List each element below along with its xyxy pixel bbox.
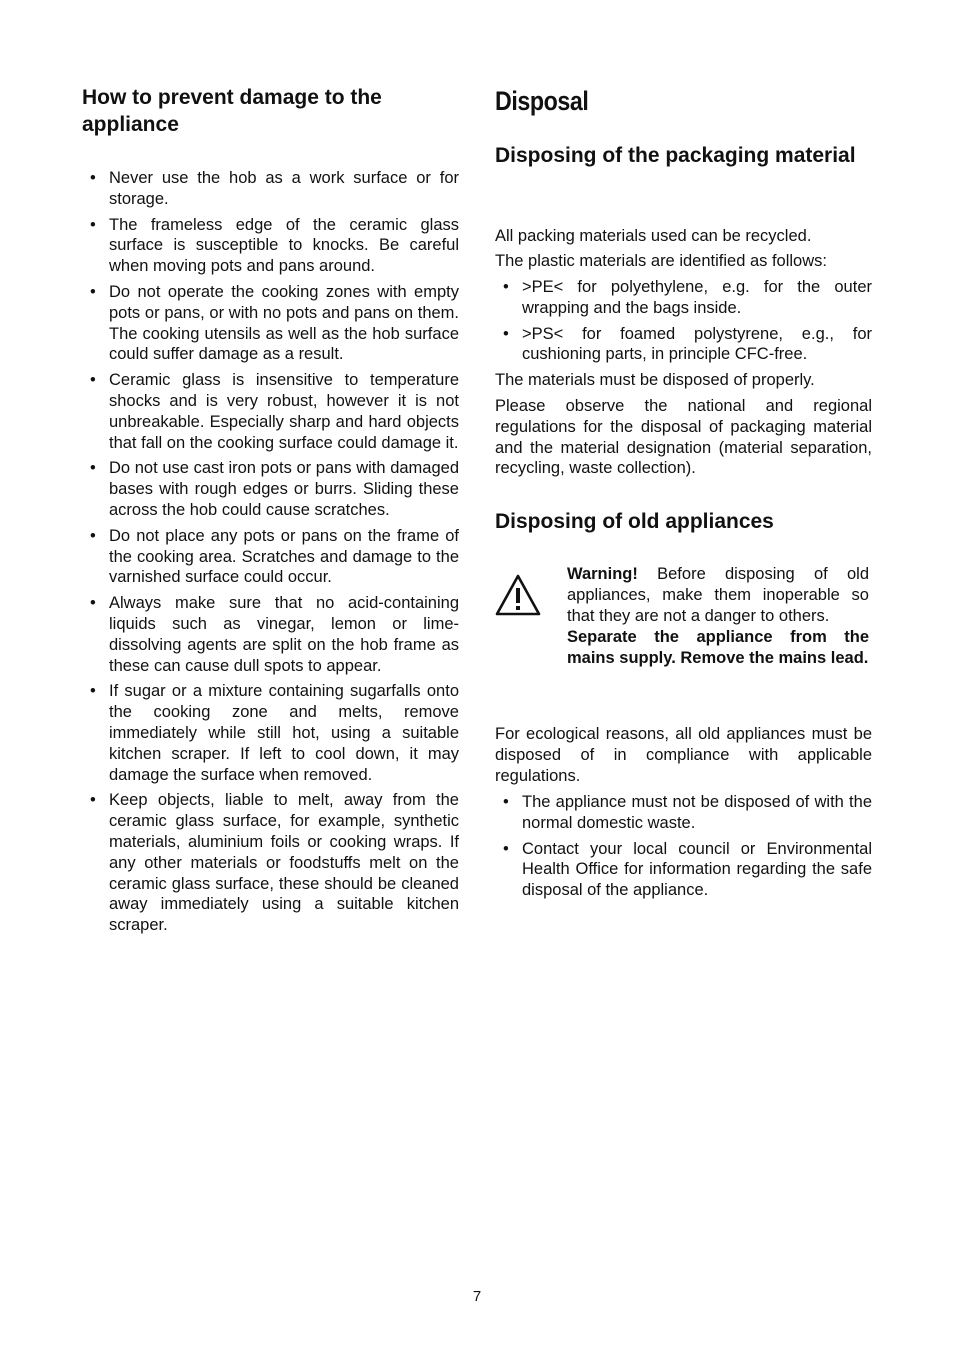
warning-instruction: Separate the appliance from the mains supply. Remove the mains lead. bbox=[567, 628, 869, 667]
warning-box bbox=[495, 564, 872, 704]
warning-text bbox=[567, 564, 869, 669]
section-heading-prevent-damage: How to prevent damage to the appliance bbox=[82, 86, 382, 136]
list-item: • Never use the hob as a work surface or for storage. bbox=[82, 168, 459, 210]
list-item: • If sugar or a mixture containing sugarfalls onto the cooking zone and melts, remove immediately while still hot, using a suitable kitchen scraper. If left to cool down, it may damage the surface when removed. bbox=[82, 681, 459, 785]
list-item: • >PS< for foamed polystyrene, e.g., for cushioning parts, in principle CFC-free. bbox=[495, 324, 872, 366]
page-number: 7 bbox=[472, 1288, 482, 1305]
page-title: Disposal bbox=[495, 86, 589, 116]
warning-body: Before disposing of old appliances, make them inoperable so that they are not a danger to others. bbox=[567, 565, 869, 625]
list-item: • Ceramic glass is insensitive to temperature shocks and is very robust, however it is not unbreakable. Especially sharp and hard objects that fall on the cooking surface could damage it. bbox=[82, 370, 459, 453]
list-item: • Keep objects, liable to melt, away from the ceramic glass surface, for example, synthetic materials, aluminium foils or cooking wraps. If any other materials or foodstuffs melt on the ceramic glass surface, these should be cleaned away immediately using a suitable kitchen scraper. bbox=[82, 790, 459, 936]
prevent-damage-list bbox=[82, 168, 459, 941]
packaging-plastics-text: The plastic materials are identified as follows: bbox=[495, 252, 827, 270]
list-item: • Contact your local council or Environmental Health Office for information regarding the safe disposal of the appliance. bbox=[495, 839, 872, 901]
packaging-recycle-text: All packing materials used can be recycled. bbox=[495, 227, 812, 245]
list-item: • Always make sure that no acid-containing liquids such as vinegar, lemon or lime-dissolving agents are split on the hob frame as these can cause dull spots to appear. bbox=[82, 593, 459, 676]
list-item: • Do not operate the cooking zones with empty pots or pans, or with no pots and pans on them. The cooking utensils as well as the hob surface could suffer damage as a result. bbox=[82, 282, 459, 365]
list-item: • >PE< for polyethylene, e.g. for the outer wrapping and the bags inside. bbox=[495, 277, 872, 319]
section-heading-packaging: Disposing of the packaging material bbox=[495, 144, 856, 167]
packaging-dispose-text: The materials must be disposed of properly. bbox=[495, 371, 815, 389]
warning-label: Warning! bbox=[567, 565, 638, 583]
section-heading-old-appliances: Disposing of old appliances bbox=[495, 510, 774, 533]
plastics-list bbox=[495, 277, 872, 370]
packaging-regulations-text: Please observe the national and regional regulations for the disposal of packaging material and the material designation (material separation, recycling, waste collection). bbox=[495, 397, 872, 478]
ecological-text: For ecological reasons, all old appliances must be disposed of in compliance with applicable regulations. bbox=[495, 725, 872, 785]
list-item: • The frameless edge of the ceramic glass surface is susceptible to knocks. Be careful when moving pots and pans around. bbox=[82, 215, 459, 277]
list-item: • Do not use cast iron pots or pans with damaged bases with rough edges or burrs. Sliding these across the hob could cause scratches. bbox=[82, 458, 459, 520]
warning-triangle-icon bbox=[495, 574, 541, 616]
list-item: • The appliance must not be disposed of with the normal domestic waste. bbox=[495, 792, 872, 834]
old-appliance-list bbox=[495, 792, 872, 906]
list-item: • Do not place any pots or pans on the frame of the cooking area. Scratches and damage to the varnished surface could occur. bbox=[82, 526, 459, 588]
